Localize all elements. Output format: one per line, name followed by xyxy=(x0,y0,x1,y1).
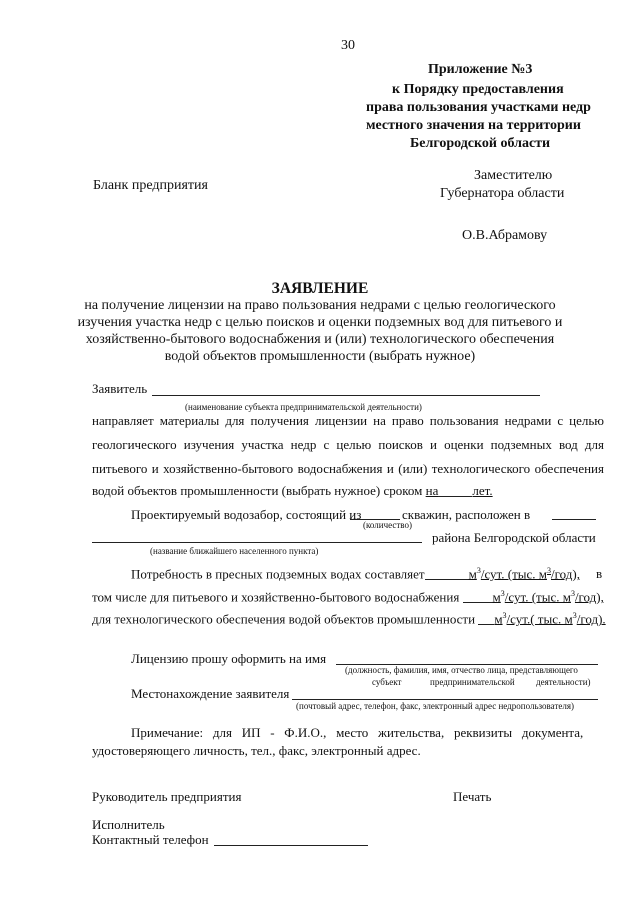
location-label: Местонахождение заявителя xyxy=(131,686,290,701)
demand-line xyxy=(92,611,606,627)
subtitle-line: изучения участка недр с целью поисков и оценки подземных вод для питьевого и xyxy=(77,315,563,330)
note-line: Примечание: для ИП - Ф.И.О., место жительства, реквизиты документа, xyxy=(131,725,584,740)
appendix-title: Приложение №3 xyxy=(428,62,533,77)
appendix-line: местного значения на территории xyxy=(366,118,581,133)
subtitle-line: на получение лицензии на право пользования недрами с целью геологического xyxy=(84,298,556,313)
unit-text: /год), xyxy=(574,589,604,605)
superscript: 3 xyxy=(476,566,481,575)
intake-text: Проектируемый водозабор, состоящий из xyxy=(131,507,362,522)
settlement-field[interactable] xyxy=(92,542,422,543)
demand-drinking-field[interactable] xyxy=(463,602,493,603)
unit-text: /сут. (тыс. м xyxy=(504,589,571,605)
superscript: 3 xyxy=(500,589,505,598)
superscript: 3 xyxy=(570,589,575,598)
body-line: геологического изучения участка недр с целью поисков и оценки подземных вод для xyxy=(92,437,604,452)
location-field[interactable] xyxy=(292,699,598,700)
appendix-line: Белгородской области xyxy=(410,136,551,151)
body-line: питьевого и хозяйственно-бытового водоснабжения и (или) технологического обеспечения xyxy=(92,461,604,476)
term-field[interactable] xyxy=(438,496,472,497)
stamp-label: Печать xyxy=(453,789,492,804)
demand-text: Потребность в пресных подземных водах составляет xyxy=(131,566,425,582)
body-text: водой объектов промышленности (выбрать нужное) сроком xyxy=(92,483,426,498)
demand-text: в xyxy=(596,566,603,581)
intake-location-field[interactable] xyxy=(552,519,596,520)
license-caption: (должность, фамилия, имя, отчество лица, представляющего xyxy=(345,665,578,675)
body-line: направляет материалы для получения лицензии на право пользования недрами с целью xyxy=(92,413,604,428)
demand-total-day-field[interactable] xyxy=(425,579,469,580)
license-caption: предпринимательской xyxy=(430,677,515,687)
unit-text: /сут.( тыс. м xyxy=(506,611,573,627)
unit-text: /сут. (тыс. м xyxy=(480,566,547,582)
license-caption: субъект xyxy=(372,677,402,687)
appendix-line: права пользования участками недр xyxy=(366,100,591,115)
superscript: 3 xyxy=(547,566,551,575)
addressee-line: Заместителю xyxy=(474,168,553,183)
license-label: Лицензию прошу оформить на имя xyxy=(131,651,327,666)
unit-text: м xyxy=(494,611,503,627)
addressee-name: О.В.Абрамову xyxy=(462,228,548,243)
location-caption: (почтовый адрес, телефон, факс, электронный адрес недропользователя) xyxy=(296,701,574,711)
region-text: района Белгородской области xyxy=(432,530,596,545)
unit-text: м xyxy=(492,589,501,605)
subtitle-line: водой объектов промышленности (выбрать нужное) xyxy=(164,349,476,364)
license-caption: деятельности) xyxy=(536,677,591,687)
document-title: ЗАЯВЛЕНИЕ xyxy=(271,280,369,297)
applicant-field[interactable] xyxy=(152,395,540,396)
term-prefix: на xyxy=(425,483,439,498)
quantity-caption: (количество) xyxy=(363,520,412,530)
unit-text: /год). xyxy=(576,611,606,627)
page-number: 30 xyxy=(341,38,355,53)
demand-line xyxy=(92,589,604,605)
term-unit: лет. xyxy=(472,483,493,498)
settlement-caption: (название ближайшего населенного пункта) xyxy=(150,546,319,556)
unit-text: м xyxy=(468,566,477,582)
signature-head-label: Руководитель предприятия xyxy=(92,789,242,804)
superscript: 3 xyxy=(502,611,507,620)
applicant-caption: (наименование субъекта предпринимательской деятельности) xyxy=(185,402,422,412)
demand-text: том числе для питьевого и хозяйственно-бытового водоснабжения xyxy=(92,589,460,605)
contact-phone-label: Контактный телефон xyxy=(92,832,209,847)
subtitle-line: хозяйственно-бытового водоснабжения и (или) технологического обеспечения xyxy=(85,332,555,347)
contact-phone-field[interactable] xyxy=(214,845,368,846)
body-line-last xyxy=(92,483,493,499)
note-line: удостоверяющего личность, тел., факс, электронный адрес. xyxy=(92,743,421,758)
demand-text: для технологического обеспечения водой объектов промышленности xyxy=(92,611,476,627)
demand-technical-field[interactable] xyxy=(478,624,494,625)
executor-label: Исполнитель xyxy=(92,817,165,832)
letterhead-label: Бланк предприятия xyxy=(93,178,208,193)
superscript: 3 xyxy=(572,611,577,620)
demand-line xyxy=(131,566,580,582)
applicant-label: Заявитель xyxy=(92,381,148,396)
addressee-line: Губернатора области xyxy=(440,186,565,201)
intake-text: скважин, расположен в xyxy=(402,507,531,522)
unit-text: /год), xyxy=(551,566,580,582)
appendix-line: к Порядку предоставления xyxy=(392,82,564,97)
